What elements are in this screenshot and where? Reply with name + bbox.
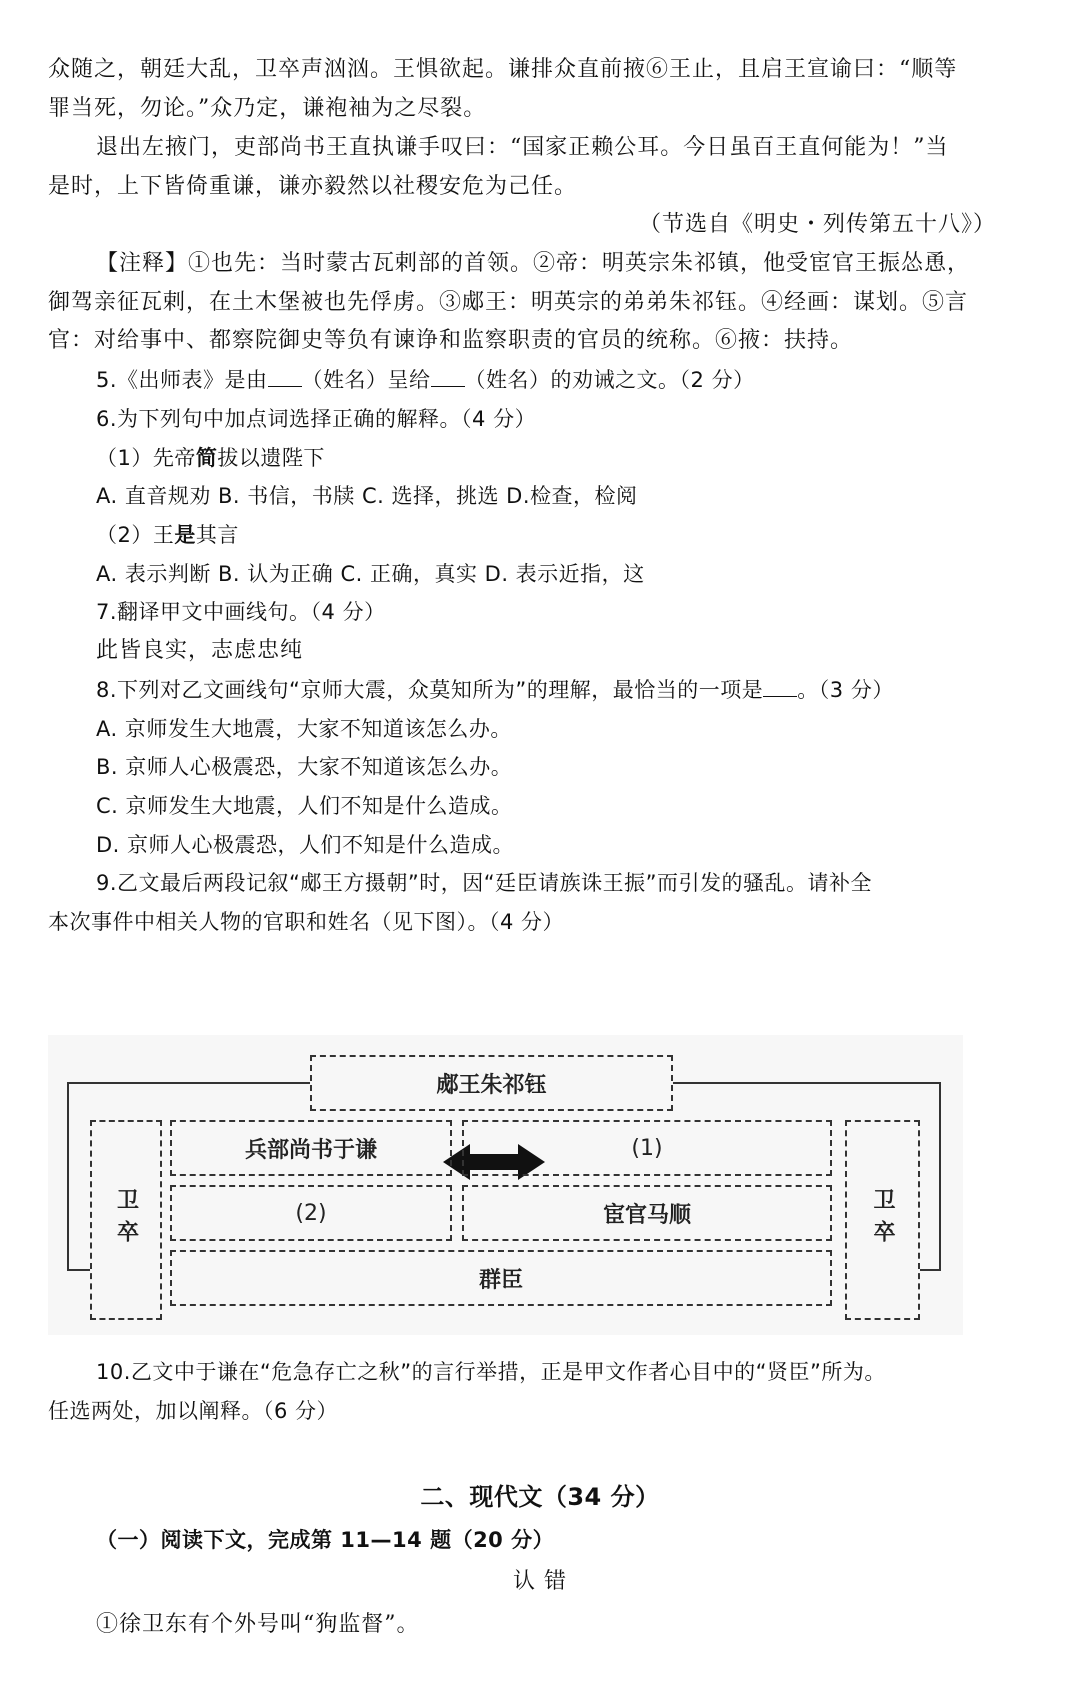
q6-1-text: 拔以遗陛下: [217, 446, 325, 470]
q8-text: 8.下列对乙文画线句“京师大震，众莫知所为”的理解，最恰当的一项是: [96, 678, 764, 702]
section-subtitle: （一）阅读下文，完成第 11—14 题（20 分）: [96, 1528, 555, 1552]
question-8: [96, 675, 894, 705]
question-6: 6.为下列句中加点词选择正确的解释。（4 分）: [96, 407, 537, 431]
question-9: 本次事件中相关人物的官职和姓名（见下图）。（4 分）: [48, 910, 565, 934]
dotted-word: 简: [195, 446, 218, 470]
passage-line: 是时，上下皆倚重谦，谦亦毅然以社稷安危为己任。: [48, 174, 578, 199]
question-7-sentence: 此皆良实，志虑忠纯: [96, 638, 304, 663]
question-5: [96, 365, 755, 395]
q8-option-b: B. 京师人心极震恐，大家不知道该怎么办。: [96, 755, 513, 779]
box-guards-left: 卫卒: [90, 1120, 162, 1320]
question-10: 任选两处，加以阐释。（6 分）: [48, 1399, 339, 1423]
question-9: 9.乙文最后两段记叙“郕王方摄朝”时，因“廷臣请族诛王振”而引发的骚乱。请补全: [96, 871, 873, 895]
q6-2-text: 其言: [195, 523, 239, 547]
q5-text: （姓名）呈给: [301, 368, 431, 392]
box-blank-1[interactable]: (1): [462, 1120, 832, 1176]
q8-option-d: D. 京师人心极震恐，人们不知是什么造成。: [96, 833, 515, 857]
passage-line: 退出左掖门，吏部尚书王直执谦手叹曰：“国家正赖公耳。今日虽百王直何能为！”当: [96, 135, 949, 160]
event-diagram: [48, 1035, 963, 1335]
answer-blank[interactable]: [268, 366, 302, 387]
box-officials: 群臣: [170, 1250, 832, 1306]
annotation-line: 【注释】①也先：当时蒙古瓦剌部的首领。②帝：明英宗朱祁镇，他受宦官王振怂恿，: [96, 251, 971, 276]
box-minister: 兵部尚书于谦: [170, 1120, 452, 1176]
section-title: 二、现代文（34 分）: [420, 1483, 660, 1511]
article-title: 认 错: [513, 1569, 567, 1594]
passage-source: （节选自《明史・列传第五十八》）: [638, 212, 996, 237]
answer-blank[interactable]: [431, 366, 465, 387]
passage-line: 众随之，朝廷大乱，卫卒声汹汹。王惧欲起。谦排众直前掖⑥王止，且启王宣谕曰：“顺等: [48, 57, 958, 82]
annotation-line: 官：对给事中、都察院御史等负有谏诤和监察职责的官员的统称。⑥掖：扶持。: [48, 328, 854, 353]
q5-text: （姓名）的劝诫之文。（2 分）: [464, 368, 755, 392]
question-6-2: [96, 520, 239, 550]
box-eunuch: 宦官马顺: [462, 1185, 832, 1241]
answer-blank[interactable]: [763, 676, 797, 697]
question-6-1-options: A. 直音规劝 B. 书信，书牍 C. 选择，挑选 D.检查，检阅: [96, 484, 638, 508]
question-10: 10.乙文中于谦在“危急存亡之秋”的言行举措，正是甲文作者心目中的“贤臣”所为。: [96, 1360, 886, 1384]
q5-text: 5.《出师表》是由: [96, 368, 268, 392]
box-blank-2[interactable]: (2): [170, 1185, 452, 1241]
box-prince: 郕王朱祁钰: [310, 1055, 673, 1111]
dotted-word: 是: [174, 523, 196, 547]
article-paragraph: ①徐卫东有个外号叫“狗监督”。: [96, 1612, 420, 1637]
q6-1-text: （1）先帝: [96, 446, 196, 470]
box-guards-right: 卫卒: [845, 1120, 920, 1320]
question-6-2-options: A. 表示判断 B. 认为正确 C. 正确，真实 D. 表示近指，这: [96, 562, 645, 586]
question-6-1: [96, 443, 325, 473]
q8-option-c: C. 京师发生大地震，人们不知是什么造成。: [96, 794, 513, 818]
q8-text: 。（3 分）: [797, 678, 894, 702]
passage-line: 罪当死，勿论。”众乃定，谦袍袖为之尽裂。: [48, 96, 487, 121]
annotation-line: 御驾亲征瓦剌，在土木堡被也先俘虏。③郕王：明英宗的弟弟朱祁钰。④经画：谋划。⑤言: [48, 290, 969, 315]
question-7: 7.翻译甲文中画线句。（4 分）: [96, 600, 386, 624]
q6-2-text: （2）王: [96, 523, 175, 547]
q8-option-a: A. 京师发生大地震，大家不知道该怎么办。: [96, 717, 512, 741]
